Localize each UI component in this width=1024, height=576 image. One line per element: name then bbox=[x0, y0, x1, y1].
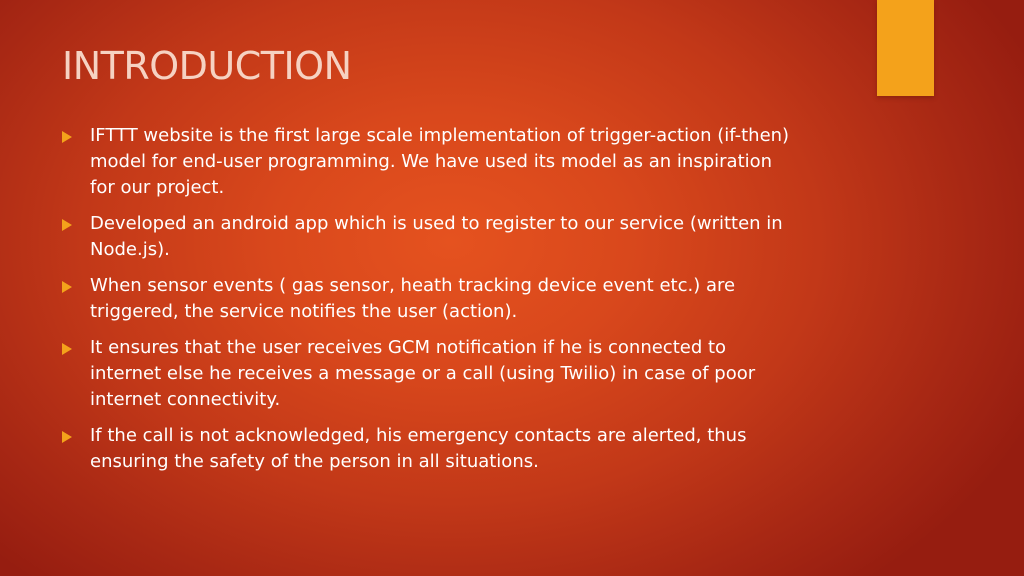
bullet-item bbox=[62, 123, 802, 201]
bullet-item bbox=[62, 211, 802, 263]
bullet-item bbox=[62, 423, 802, 475]
bullet-text: It ensures that the user receives GCM notification if he is connected to internet else he receives a message or a call (using Twilio) in case of poor internet connectivity. bbox=[90, 337, 756, 410]
arrow-right-icon bbox=[62, 281, 72, 293]
bullet-list bbox=[62, 123, 802, 485]
accent-tab bbox=[877, 0, 934, 96]
bullet-text: If the call is not acknowledged, his emergency contacts are alerted, thus ensuring the safety of the person in all situations. bbox=[90, 425, 747, 472]
arrow-right-icon bbox=[62, 343, 72, 355]
bullet-text: When sensor events ( gas sensor, heath tracking device event etc.) are triggered, the service notifies the user (action). bbox=[90, 275, 736, 322]
bullet-item bbox=[62, 335, 802, 413]
arrow-right-icon bbox=[62, 219, 72, 231]
bullet-text: IFTTT website is the first large scale implementation of trigger-action (if-then) model for end-user programming. We have used its model as an inspiration for our project. bbox=[90, 125, 790, 198]
arrow-right-icon bbox=[62, 131, 72, 143]
slide-title: INTRODUCTION bbox=[62, 44, 352, 88]
arrow-right-icon bbox=[62, 431, 72, 443]
bullet-text: Developed an android app which is used to register to our service (written in Node.js). bbox=[90, 213, 783, 260]
bullet-item bbox=[62, 273, 802, 325]
